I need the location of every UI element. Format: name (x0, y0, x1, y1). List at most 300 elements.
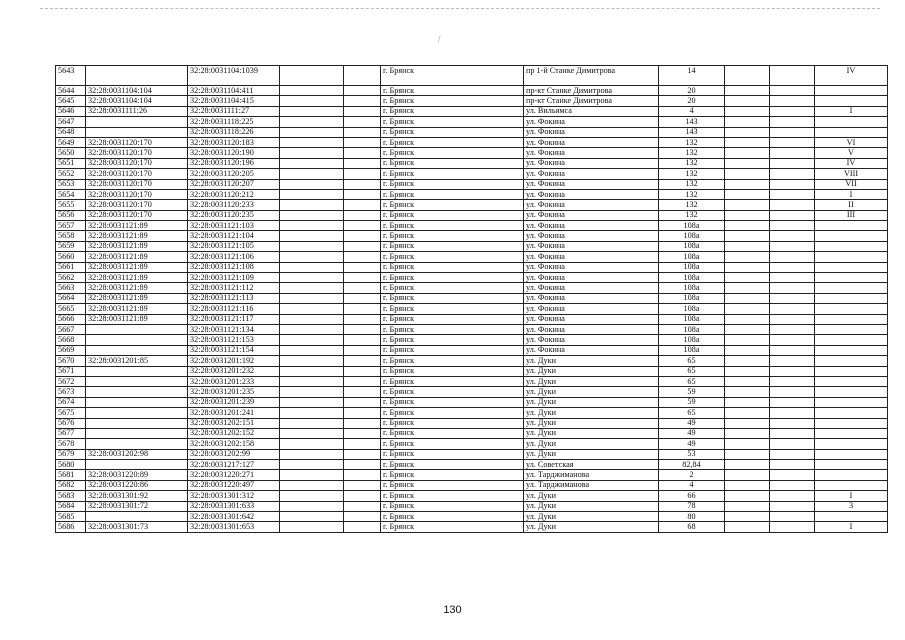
blank-cell (770, 127, 815, 137)
blank-cell (344, 179, 381, 189)
blank-cell (770, 169, 815, 179)
city-cell: г. Брянск (381, 106, 524, 116)
blank-cell (725, 96, 770, 106)
room-number-cell: V (815, 148, 888, 158)
house-number-cell: 108а (659, 283, 725, 293)
row-number-cell: 5671 (56, 366, 86, 376)
table-row (56, 512, 888, 522)
blank-cell (280, 273, 344, 283)
room-number-cell (815, 231, 888, 241)
house-number-cell: 82,84 (659, 460, 725, 470)
street-cell: ул. Дуки (524, 522, 659, 532)
house-number-cell: 65 (659, 366, 725, 376)
house-number-cell: 108а (659, 345, 725, 355)
cadastral-number-cell: 32:28:0031121:112 (188, 283, 280, 293)
blank-cell (725, 106, 770, 116)
city-cell: г. Брянск (381, 449, 524, 459)
street-cell: ул. Фокина (524, 252, 659, 262)
house-number-cell: 4 (659, 480, 725, 490)
city-cell: г. Брянск (381, 252, 524, 262)
house-number-cell: 108а (659, 221, 725, 231)
quarter-cadastral-cell: 32:28:0031111:26 (86, 106, 188, 116)
street-cell: ул. Дуки (524, 376, 659, 386)
row-number-cell: 5672 (56, 376, 86, 386)
blank-cell (280, 221, 344, 231)
blank-cell (725, 66, 770, 86)
house-number-cell: 78 (659, 501, 725, 511)
blank-cell (280, 148, 344, 158)
house-number-cell: 108а (659, 273, 725, 283)
city-cell: г. Брянск (381, 189, 524, 199)
table-row (56, 273, 888, 283)
house-number-cell: 132 (659, 189, 725, 199)
blank-cell (725, 501, 770, 511)
house-number-cell: 108а (659, 324, 725, 334)
quarter-cadastral-cell (86, 460, 188, 470)
city-cell: г. Брянск (381, 480, 524, 490)
table-row (56, 376, 888, 386)
blank-cell (770, 428, 815, 438)
cadastral-number-cell: 32:28:0031217:127 (188, 460, 280, 470)
blank-cell (280, 210, 344, 220)
row-number-cell: 5683 (56, 491, 86, 501)
house-number-cell: 65 (659, 376, 725, 386)
room-number-cell (815, 512, 888, 522)
blank-cell (344, 117, 381, 127)
room-number-cell (815, 397, 888, 407)
row-number-cell: 5650 (56, 148, 86, 158)
quarter-cadastral-cell: 32:28:0031121:89 (86, 241, 188, 251)
blank-cell (344, 189, 381, 199)
blank-cell (344, 376, 381, 386)
cadastral-number-cell: 32:28:0031121:105 (188, 241, 280, 251)
blank-cell (344, 356, 381, 366)
table-row (56, 491, 888, 501)
room-number-cell (815, 418, 888, 428)
room-number-cell (815, 460, 888, 470)
table-row (56, 397, 888, 407)
cadastral-number-cell: 32:28:0031104:1039 (188, 66, 280, 86)
blank-cell (725, 137, 770, 147)
blank-cell (280, 335, 344, 345)
house-number-cell: 65 (659, 408, 725, 418)
blank-cell (770, 304, 815, 314)
blank-cell (344, 210, 381, 220)
quarter-cadastral-cell (86, 428, 188, 438)
cadastral-number-cell: 32:28:0031118:226 (188, 127, 280, 137)
blank-cell (280, 501, 344, 511)
cadastral-number-cell: 32:28:0031201:232 (188, 366, 280, 376)
blank-cell (770, 148, 815, 158)
blank-cell (344, 283, 381, 293)
blank-cell (344, 273, 381, 283)
table-row (56, 470, 888, 480)
row-number-cell: 5674 (56, 397, 86, 407)
table-row (56, 127, 888, 137)
blank-cell (344, 304, 381, 314)
blank-cell (725, 376, 770, 386)
blank-cell (725, 397, 770, 407)
row-number-cell: 5656 (56, 210, 86, 220)
blank-cell (770, 356, 815, 366)
blank-cell (770, 397, 815, 407)
row-number-cell: 5675 (56, 408, 86, 418)
row-number-cell: 5643 (56, 66, 86, 86)
city-cell: г. Брянск (381, 117, 524, 127)
blank-cell (725, 324, 770, 334)
house-number-cell: 132 (659, 137, 725, 147)
blank-cell (725, 491, 770, 501)
blank-cell (280, 169, 344, 179)
room-number-cell (815, 324, 888, 334)
table-row (56, 106, 888, 116)
room-number-cell (815, 314, 888, 324)
blank-cell (770, 158, 815, 168)
street-cell: ул. Дуки (524, 491, 659, 501)
table-row (56, 439, 888, 449)
house-number-cell: 14 (659, 66, 725, 86)
quarter-cadastral-cell (86, 408, 188, 418)
scan-mark: / (438, 34, 441, 44)
house-number-cell: 59 (659, 397, 725, 407)
city-cell: г. Брянск (381, 387, 524, 397)
table-row (56, 366, 888, 376)
cadastral-number-cell: 32:28:0031220:497 (188, 480, 280, 490)
quarter-cadastral-cell: 32:28:0031301:73 (86, 522, 188, 532)
cadastral-number-cell: 32:28:0031121:106 (188, 252, 280, 262)
blank-cell (770, 66, 815, 86)
blank-cell (344, 522, 381, 532)
blank-cell (725, 356, 770, 366)
blank-cell (280, 460, 344, 470)
blank-cell (344, 158, 381, 168)
quarter-cadastral-cell: 32:28:0031120:170 (86, 189, 188, 199)
street-cell: ул. Фокина (524, 137, 659, 147)
row-number-cell: 5664 (56, 293, 86, 303)
blank-cell (280, 106, 344, 116)
house-number-cell: 132 (659, 200, 725, 210)
row-number-cell: 5663 (56, 283, 86, 293)
blank-cell (725, 408, 770, 418)
page-number: 130 (443, 604, 462, 616)
city-cell: г. Брянск (381, 179, 524, 189)
cadastral-number-cell: 32:28:0031201:235 (188, 387, 280, 397)
table-row (56, 221, 888, 231)
room-number-cell (815, 428, 888, 438)
blank-cell (770, 273, 815, 283)
room-number-cell: I (815, 522, 888, 532)
blank-cell (725, 273, 770, 283)
city-cell: г. Брянск (381, 262, 524, 272)
quarter-cadastral-cell: 32:28:0031121:89 (86, 231, 188, 241)
cadastral-number-cell: 32:28:0031201:239 (188, 397, 280, 407)
blank-cell (725, 480, 770, 490)
quarter-cadastral-cell: 32:28:0031220:89 (86, 470, 188, 480)
room-number-cell (815, 252, 888, 262)
city-cell: г. Брянск (381, 137, 524, 147)
room-number-cell: I (815, 491, 888, 501)
street-cell: ул. Фокина (524, 169, 659, 179)
row-number-cell: 5669 (56, 345, 86, 355)
city-cell: г. Брянск (381, 460, 524, 470)
blank-cell (280, 241, 344, 251)
blank-cell (725, 231, 770, 241)
blank-cell (725, 158, 770, 168)
row-number-cell: 5649 (56, 137, 86, 147)
house-number-cell: 108а (659, 293, 725, 303)
street-cell: ул. Фокина (524, 304, 659, 314)
city-cell: г. Брянск (381, 470, 524, 480)
blank-cell (344, 335, 381, 345)
house-number-cell: 59 (659, 387, 725, 397)
blank-cell (770, 189, 815, 199)
city-cell: г. Брянск (381, 241, 524, 251)
city-cell: г. Брянск (381, 335, 524, 345)
street-cell: ул. Дуки (524, 449, 659, 459)
blank-cell (770, 324, 815, 334)
blank-cell (770, 314, 815, 324)
city-cell: г. Брянск (381, 293, 524, 303)
cadastral-number-cell: 32:28:0031120:196 (188, 158, 280, 168)
house-number-cell: 108а (659, 262, 725, 272)
blank-cell (344, 449, 381, 459)
blank-cell (344, 137, 381, 147)
house-number-cell: 68 (659, 522, 725, 532)
street-cell: пр-кт Станке Димитрова (524, 86, 659, 96)
cadastral-number-cell: 32:28:0031120:205 (188, 169, 280, 179)
table-row (56, 137, 888, 147)
blank-cell (280, 480, 344, 490)
blank-cell (280, 491, 344, 501)
cadastral-number-cell: 32:28:0031121:108 (188, 262, 280, 272)
blank-cell (770, 345, 815, 355)
blank-cell (770, 241, 815, 251)
row-number-cell: 5645 (56, 96, 86, 106)
blank-cell (344, 200, 381, 210)
house-number-cell: 132 (659, 210, 725, 220)
cadastral-number-cell: 32:28:0031120:212 (188, 189, 280, 199)
blank-cell (770, 293, 815, 303)
blank-cell (280, 439, 344, 449)
street-cell: ул. Фокина (524, 241, 659, 251)
blank-cell (725, 335, 770, 345)
street-cell: пр-кт Станке Димитрова (524, 96, 659, 106)
street-cell: ул. Фокина (524, 148, 659, 158)
row-number-cell: 5673 (56, 387, 86, 397)
row-number-cell: 5685 (56, 512, 86, 522)
cadastral-number-cell: 32:28:0031220:271 (188, 470, 280, 480)
table-row (56, 148, 888, 158)
cadastral-number-cell: 32:28:0031301:633 (188, 501, 280, 511)
table-row (56, 335, 888, 345)
blank-cell (725, 439, 770, 449)
blank-cell (725, 86, 770, 96)
street-cell: ул. Фокина (524, 262, 659, 272)
city-cell: г. Брянск (381, 356, 524, 366)
blank-cell (280, 418, 344, 428)
street-cell: ул. Фокина (524, 273, 659, 283)
street-cell: пр 1-й Станке Димитрова (524, 66, 659, 86)
blank-cell (770, 96, 815, 106)
house-number-cell: 132 (659, 169, 725, 179)
room-number-cell (815, 241, 888, 251)
cadastral-number-cell: 32:28:0031120:183 (188, 137, 280, 147)
row-number-cell: 5648 (56, 127, 86, 137)
row-number-cell: 5684 (56, 501, 86, 511)
cadastral-number-cell: 32:28:0031120:207 (188, 179, 280, 189)
quarter-cadastral-cell: 32:28:0031220:86 (86, 480, 188, 490)
cadastral-number-cell: 32:28:0031121:113 (188, 293, 280, 303)
room-number-cell (815, 408, 888, 418)
cadastral-number-cell: 32:28:0031202:152 (188, 428, 280, 438)
row-number-cell: 5660 (56, 252, 86, 262)
row-number-cell: 5653 (56, 179, 86, 189)
room-number-cell (815, 387, 888, 397)
room-number-cell (815, 480, 888, 490)
city-cell: г. Брянск (381, 221, 524, 231)
row-number-cell: 5646 (56, 106, 86, 116)
cadastral-number-cell: 32:28:0031120:190 (188, 148, 280, 158)
cadastral-number-cell: 32:28:0031201:241 (188, 408, 280, 418)
street-cell: ул. Дуки (524, 439, 659, 449)
cadastral-number-cell: 32:28:0031201:192 (188, 356, 280, 366)
table-row (56, 117, 888, 127)
cadastral-number-cell: 32:28:0031121:103 (188, 221, 280, 231)
row-number-cell: 5679 (56, 449, 86, 459)
cadastral-number-cell: 32:28:0031104:411 (188, 86, 280, 96)
room-number-cell (815, 221, 888, 231)
table-row (56, 460, 888, 470)
cadastral-number-cell: 32:28:0031121:117 (188, 314, 280, 324)
blank-cell (344, 480, 381, 490)
blank-cell (725, 345, 770, 355)
quarter-cadastral-cell: 32:28:0031121:89 (86, 262, 188, 272)
table-row (56, 169, 888, 179)
city-cell: г. Брянск (381, 501, 524, 511)
table-row (56, 356, 888, 366)
city-cell: г. Брянск (381, 491, 524, 501)
quarter-cadastral-cell: 32:28:0031301:92 (86, 491, 188, 501)
blank-cell (725, 522, 770, 532)
street-cell: ул. Вильямса (524, 106, 659, 116)
blank-cell (280, 200, 344, 210)
cadastral-number-cell: 32:28:0031121:154 (188, 345, 280, 355)
blank-cell (280, 96, 344, 106)
row-number-cell: 5677 (56, 428, 86, 438)
blank-cell (725, 169, 770, 179)
row-number-cell: 5666 (56, 314, 86, 324)
blank-cell (344, 418, 381, 428)
street-cell: ул. Фокина (524, 283, 659, 293)
blank-cell (280, 356, 344, 366)
room-number-cell (815, 376, 888, 386)
city-cell: г. Брянск (381, 66, 524, 86)
house-number-cell: 80 (659, 512, 725, 522)
room-number-cell: 3 (815, 501, 888, 511)
blank-cell (770, 179, 815, 189)
room-number-cell: I (815, 189, 888, 199)
house-number-cell: 108а (659, 335, 725, 345)
blank-cell (344, 314, 381, 324)
blank-cell (280, 117, 344, 127)
house-number-cell: 53 (659, 449, 725, 459)
blank-cell (725, 179, 770, 189)
house-number-cell: 49 (659, 439, 725, 449)
blank-cell (725, 470, 770, 480)
blank-cell (344, 408, 381, 418)
blank-cell (344, 106, 381, 116)
table-row (56, 428, 888, 438)
blank-cell (725, 366, 770, 376)
room-number-cell (815, 86, 888, 96)
blank-cell (280, 252, 344, 262)
room-number-cell (815, 439, 888, 449)
blank-cell (770, 117, 815, 127)
street-cell: ул. Фокина (524, 293, 659, 303)
blank-cell (770, 366, 815, 376)
cadastral-number-cell: 32:28:0031120:235 (188, 210, 280, 220)
quarter-cadastral-cell: 32:28:0031121:89 (86, 304, 188, 314)
blank-cell (344, 231, 381, 241)
blank-cell (725, 387, 770, 397)
quarter-cadastral-cell: 32:28:0031121:89 (86, 273, 188, 283)
row-number-cell: 5662 (56, 273, 86, 283)
quarter-cadastral-cell: 32:28:0031202:98 (86, 449, 188, 459)
street-cell: ул. Тарджиманова (524, 480, 659, 490)
table-row (56, 408, 888, 418)
cadastral-number-cell: 32:28:0031120:233 (188, 200, 280, 210)
house-number-cell: 108а (659, 241, 725, 251)
cadastral-number-cell: 32:28:0031121:116 (188, 304, 280, 314)
table-row (56, 210, 888, 220)
blank-cell (770, 449, 815, 459)
room-number-cell: IV (815, 158, 888, 168)
blank-cell (280, 293, 344, 303)
city-cell: г. Брянск (381, 210, 524, 220)
table-row (56, 189, 888, 199)
table-row (56, 96, 888, 106)
blank-cell (344, 470, 381, 480)
house-number-cell: 49 (659, 418, 725, 428)
blank-cell (344, 428, 381, 438)
blank-cell (344, 439, 381, 449)
room-number-cell: III (815, 210, 888, 220)
quarter-cadastral-cell (86, 66, 188, 86)
quarter-cadastral-cell: 32:28:0031120:170 (86, 158, 188, 168)
table-row (56, 304, 888, 314)
blank-cell (344, 241, 381, 251)
cadastral-number-cell: 32:28:0031301:642 (188, 512, 280, 522)
blank-cell (770, 335, 815, 345)
blank-cell (770, 480, 815, 490)
blank-cell (770, 470, 815, 480)
blank-cell (770, 252, 815, 262)
blank-cell (725, 293, 770, 303)
blank-cell (725, 189, 770, 199)
house-number-cell: 108а (659, 314, 725, 324)
city-cell: г. Брянск (381, 522, 524, 532)
blank-cell (770, 106, 815, 116)
street-cell: ул. Дуки (524, 501, 659, 511)
quarter-cadastral-cell (86, 387, 188, 397)
blank-cell (344, 221, 381, 231)
quarter-cadastral-cell: 32:28:0031120:170 (86, 179, 188, 189)
blank-cell (770, 210, 815, 220)
room-number-cell (815, 366, 888, 376)
row-number-cell: 5651 (56, 158, 86, 168)
quarter-cadastral-cell: 32:28:0031301:72 (86, 501, 188, 511)
row-number-cell: 5659 (56, 241, 86, 251)
